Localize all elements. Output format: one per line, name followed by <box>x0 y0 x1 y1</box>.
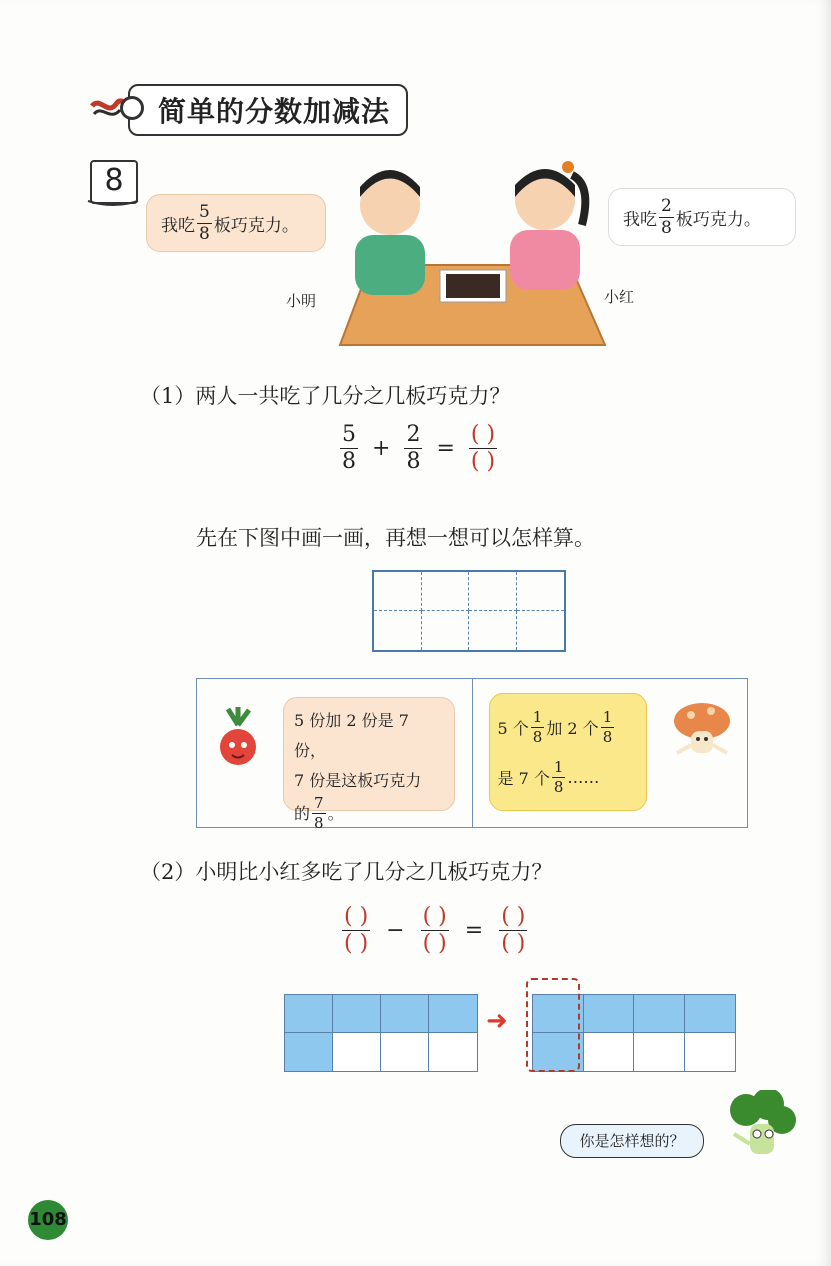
q2-blank-b[interactable]: $\frac{( )}{( )}$ <box>422 904 447 956</box>
question-2-label: （2）小明比小红多吃了几分之几板巧克力？ <box>140 860 553 884</box>
q1-equation <box>338 424 499 473</box>
girl-speech-bubble <box>608 188 796 246</box>
minus-sign: − <box>386 918 405 943</box>
section-title: 简单的分数加减法 <box>128 84 408 136</box>
radish-character-icon <box>213 705 263 775</box>
removed-part-dashed-outline <box>526 978 580 1072</box>
one-eighth-fraction: $\frac{1}{8}$ <box>602 707 613 746</box>
girl-speech-prefix: 我吃 <box>623 209 657 230</box>
q1-fraction-b: $\frac{2}{8}$ <box>406 422 421 474</box>
empty-chocolate-grid[interactable] <box>372 570 566 652</box>
plus-sign: + <box>372 436 391 461</box>
kids-table-illustration <box>320 155 610 350</box>
one-eighth-fraction: $\frac{1}{8}$ <box>532 707 543 746</box>
question-1-label: （1）两人一共吃了几分之几板巧克力？ <box>140 384 511 408</box>
equals-sign: = <box>464 918 484 943</box>
title-ring-icon <box>120 96 144 120</box>
left-thought <box>197 679 472 832</box>
seven-eighths-fraction: $\frac{7}{8}$ <box>314 794 324 832</box>
right-thought <box>472 679 748 827</box>
thinking-prompt-bubble: 你是怎样想的？ <box>560 1124 704 1158</box>
boy-speech-bubble <box>146 194 326 252</box>
girl-speech-suffix: 板巧克力。 <box>675 209 761 230</box>
right-thought-bubble: 5 个 $\frac{1}{8}$ 加 2 个 $\frac{1}{8}$ 是 7 个 $\frac{1}{8}$ …… <box>489 693 647 811</box>
left-thought-bubble: 5 份加 2 份是 7 份， 7 份是这板巧克力 的 $\frac{7}{8}$ 。 <box>283 697 455 811</box>
q2-answer-blank[interactable]: $\frac{( )}{( )}$ <box>501 904 526 956</box>
arrow-right-icon: ➜ <box>486 1006 508 1036</box>
boy-name-label: 小明 <box>286 292 317 310</box>
q2-equation <box>340 906 529 955</box>
one-eighth-fraction: $\frac{1}{8}$ <box>553 757 564 796</box>
boy-fraction: $\frac{5}{8}$ <box>199 201 210 244</box>
drawing-instruction: 先在下图中画一画，再想一想可以怎样算。 <box>196 526 595 550</box>
boy-speech-suffix: 板巧克力。 <box>213 215 299 236</box>
q1-answer-blank[interactable]: $\frac{( )}{( )}$ <box>470 422 496 474</box>
page-number-badge: 108 <box>28 1200 68 1240</box>
girl-fraction: $\frac{2}{8}$ <box>661 195 672 238</box>
mushroom-character-icon <box>671 697 733 767</box>
five-eighths-bar <box>284 994 478 1072</box>
equals-sign: = <box>436 436 455 461</box>
girl-name-label: 小红 <box>604 288 635 306</box>
boy-speech-prefix: 我吃 <box>161 215 195 236</box>
book-icon <box>86 194 140 204</box>
example-number-badge: 8 <box>90 160 138 204</box>
thinking-panel <box>196 678 748 832</box>
broccoli-character-icon <box>724 1090 798 1166</box>
q2-blank-a[interactable]: $\frac{( )}{( )}$ <box>344 904 369 956</box>
q1-fraction-a: $\frac{5}{8}$ <box>342 422 356 474</box>
